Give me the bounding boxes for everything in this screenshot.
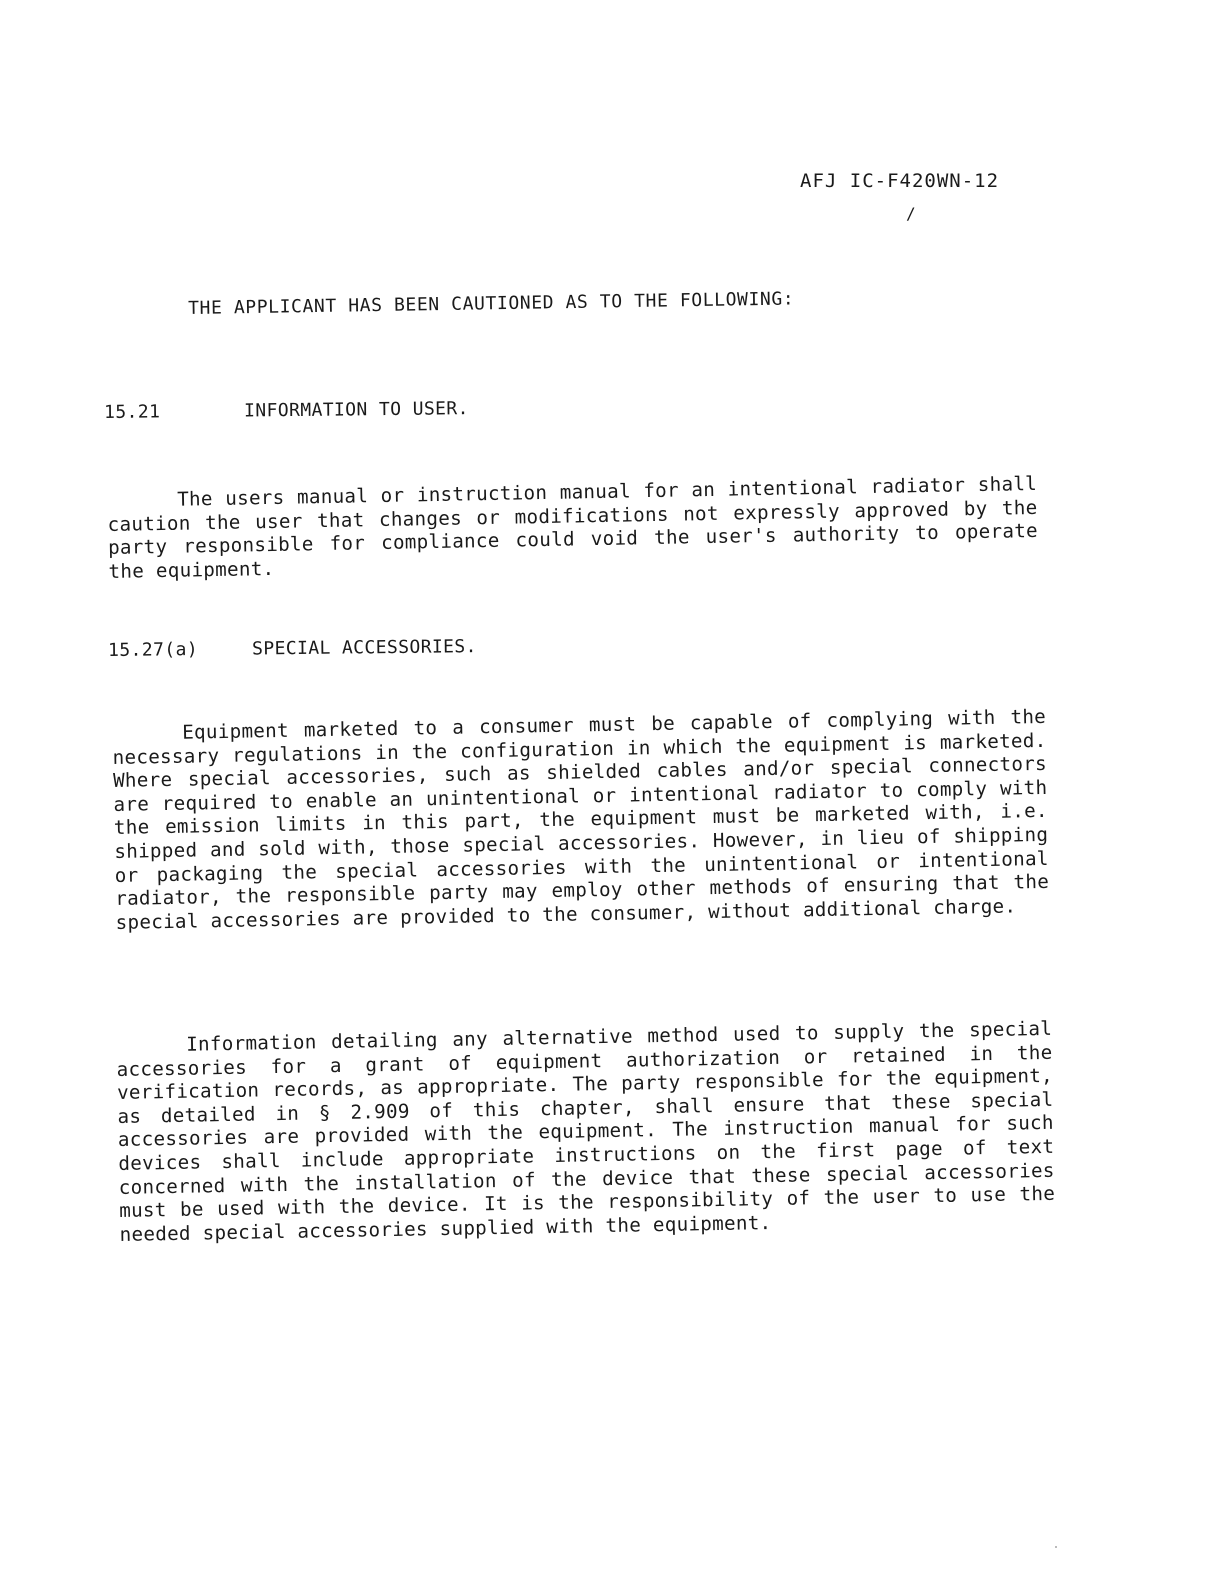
section-heading-15-21 (104, 398, 469, 423)
section-number: 15.21 (104, 401, 161, 423)
paragraph-special-accessories: Equipment marketed to a consumer must be capable of complying with the necessary regulations in the configuration in which the equipment is marketed. Where special accessories, such as shielded cables and/or special connectors are required to enable an unintentional or intentional radiator to comply with the emission limits in this part, the equipment must be marketed with, i.e. shipped and sold with, those special accessories. However, in lieu of shipping or packaging the special accessories with the unintentional or intentional radiator, the responsible party may employ other methods of ensuring that the special accessories are provided to the consumer, without additional charge. (112, 705, 1050, 934)
section-heading-15-27a (108, 636, 477, 661)
section-title: INFORMATION TO USER. (243, 398, 469, 422)
section-title: SPECIAL ACCESSORIES. (251, 636, 477, 660)
section-number: 15.27(a) (108, 639, 199, 661)
paragraph-information-to-user: The users manual or instruction manual for an intentional radiator shall caution the user that changes or modifications not expressly approved by the party responsible for compliance could void the user's authority to operate the equipment. (107, 472, 1039, 583)
scan-speck (1055, 1546, 1057, 1548)
margin-mark: / (906, 204, 916, 223)
document-id: AFJ IC-F420WN-12 (800, 170, 1000, 192)
caution-heading: THE APPLICANT HAS BEEN CAUTIONED AS TO THE FOLLOWING: (188, 288, 795, 319)
paragraph-alternative-method: Information detailing any alternative method used to supply the special accessories for a grant of equipment authorization or retained in the verification records, as appropriate. The party responsible for the equipment, as detailed in § 2.909 of this chapter, shall ensure that these special accessories are provided with the equipment. The instruction manual for such devices shall include appropriate instructions on the first page of text concerned with the installation of the device that these special accessories must be used with the device. It is the responsibility of the user to use the needed special accessories supplied with the equipment. (116, 1017, 1056, 1246)
